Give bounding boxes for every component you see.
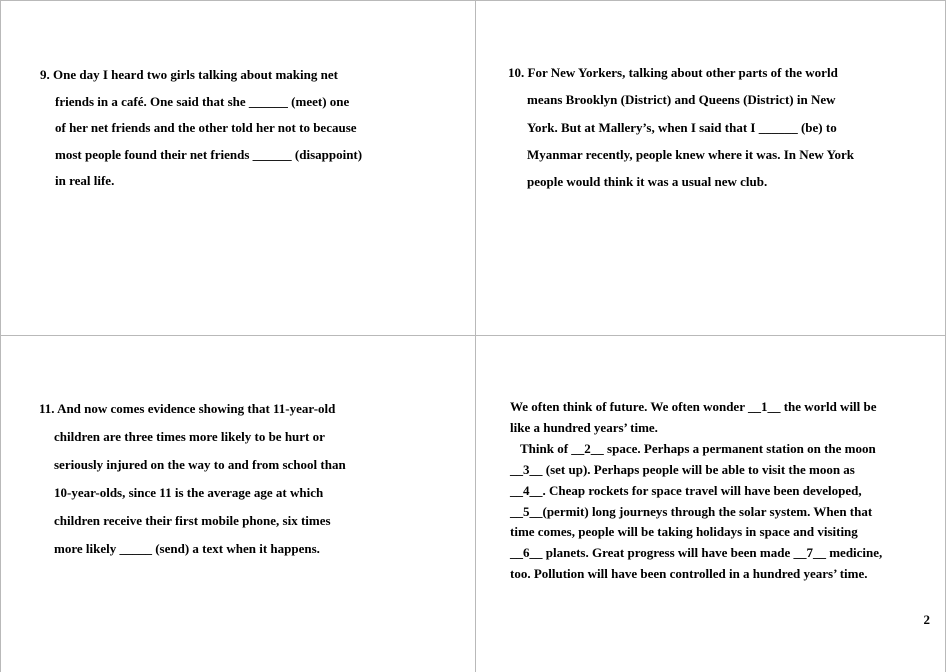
cloze-line: __4__. Cheap rockets for space travel will have been developed, [510,482,862,498]
question-10-block [508,59,854,195]
question-11-line: 10-year-olds, since 11 is the average age at which [54,485,324,500]
question-11-line: children are three times more likely to be hurt or [54,429,325,444]
question-10-line: Myanmar recently, people knew where it was. In New York [527,146,855,162]
frame-vertical-divider [475,0,476,672]
question-9-block [40,62,362,195]
cloze-passage-block [510,397,882,585]
question-11-line: seriously injured on the way to and from school than [54,457,346,472]
question-11-line: 11. And now comes evidence showing that 11-year-old [39,401,336,416]
cloze-line: Think of __2__ space. Perhaps a permanent station on the moon [520,440,876,456]
question-10-line: means Brooklyn (District) and Queens (District) in New [527,92,836,108]
cloze-line: like a hundred years’ time. [510,419,658,435]
question-9-line: most people found their net friends ______ (disappoint) [55,146,363,162]
question-9-line: friends in a café. One said that she ______ (meet) one [55,93,350,109]
question-10-line: York. But at Mallery’s, when I said that I ______ (be) to [527,119,837,135]
question-9-line: 9. One day I heard two girls talking about making net [40,67,338,82]
question-10-line: 10. For New Yorkers, talking about other parts of the world [508,65,838,80]
frame-horizontal-divider [0,335,946,336]
cloze-line: __5__(permit) long journeys through the solar system. When that [510,503,873,519]
question-10-line: people would think it was a usual new club. [527,174,768,190]
frame-left [0,0,1,672]
cloze-line: __3__ (set up). Perhaps people will be able to visit the moon as [510,461,855,477]
frame-top [0,0,946,1]
frame-right [945,0,946,672]
question-9-line: of her net friends and the other told her not to because [55,120,357,135]
cloze-line: We often think of future. We often wonder __1__ the world will be [510,399,877,414]
question-11-block [39,395,346,563]
question-11-line: children receive their first mobile phone, six times [54,513,331,528]
question-11-line: more likely _____ (send) a text when it happens. [54,541,320,556]
cloze-line: time comes, people will be taking holidays in space and visiting [510,524,858,540]
cloze-line: too. Pollution will have been controlled in a hundred years’ time. [510,566,868,582]
question-9-line: in real life. [55,173,115,188]
page-number: 2 [923,612,930,627]
cloze-line: __6__ planets. Great progress will have been made __7__ medicine, [510,545,883,561]
